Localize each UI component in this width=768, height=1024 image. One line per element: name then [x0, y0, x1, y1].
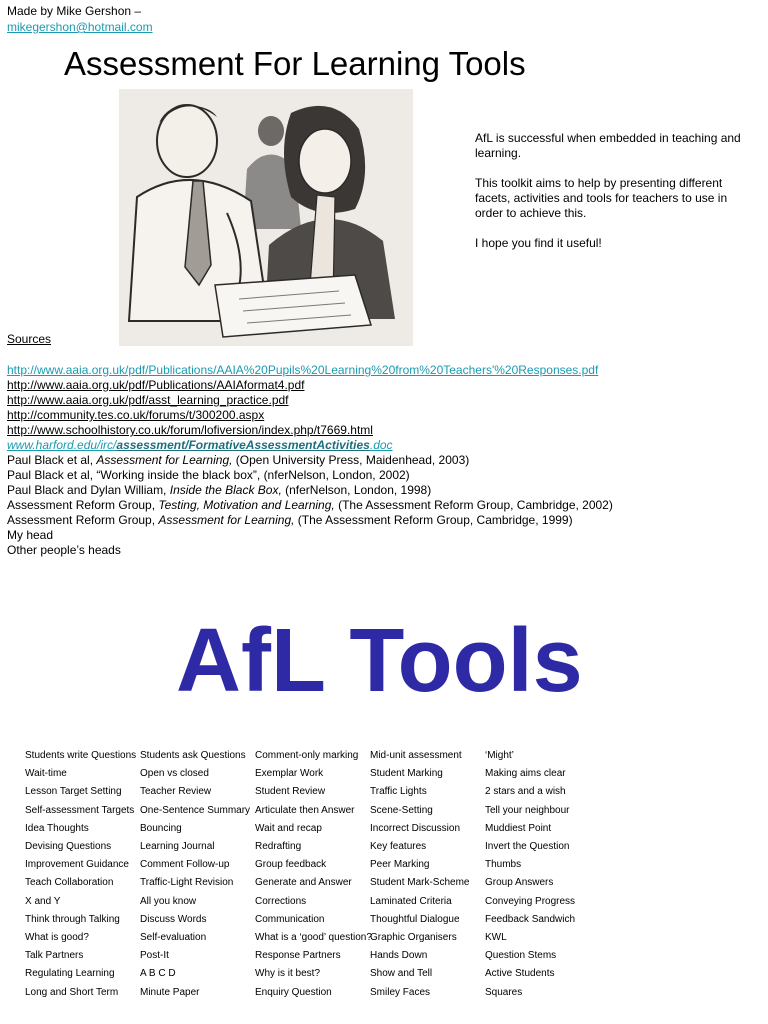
- reference-item: Other people’s heads: [7, 543, 121, 557]
- reference-item: My head: [7, 528, 54, 542]
- tool-item: Post-It: [140, 950, 169, 962]
- tool-item: Making aims clear: [485, 768, 566, 780]
- sources-list: [7, 363, 762, 558]
- tool-item: Talk Partners: [25, 950, 84, 962]
- tool-item: Student Mark-Scheme: [370, 877, 470, 889]
- tool-item: Lesson Target Setting: [25, 786, 122, 798]
- tool-item: Improvement Guidance: [25, 859, 129, 871]
- tool-item: Key features: [370, 841, 427, 852]
- teacher-student-illustration: [119, 89, 413, 346]
- tool-item: Show and Tell: [370, 968, 433, 980]
- tool-item: Hands Down: [370, 950, 428, 962]
- tool-item: One-Sentence Summary: [140, 804, 251, 816]
- tool-item: Thumbs: [485, 859, 522, 871]
- tool-item: Long and Short Term: [25, 986, 119, 998]
- illustration-drawing: [119, 89, 413, 346]
- tool-item: Corrections: [255, 895, 307, 907]
- tool-item: Student Marking: [370, 768, 443, 780]
- tool-item: ‘Might’: [485, 750, 514, 761]
- harford-link-ext[interactable]: .doc: [369, 438, 393, 452]
- tool-item: A B C D: [140, 968, 176, 980]
- tool-item: Muddiest Point: [485, 822, 552, 834]
- tool-item: Response Partners: [255, 950, 341, 962]
- page-title: Assessment For Learning Tools: [64, 45, 526, 82]
- tool-item: Exemplar Work: [255, 768, 324, 780]
- tool-item: Teacher Review: [140, 786, 212, 798]
- tool-item: Self-assessment Targets: [25, 804, 135, 816]
- tool-item: Generate and Answer: [255, 877, 352, 889]
- tool-item: Communication: [255, 913, 325, 925]
- source-link-aaia-responses[interactable]: http://www.aaia.org.uk/pdf/Publications/AAIA%20Pupils%20Learning%20from%20Teachers'%20Responses.pdf: [7, 363, 599, 377]
- reference-item: Paul Black et al, Assessment for Learning, (Open University Press, Maidenhead, 2003): [7, 453, 470, 467]
- tool-item: Question Stems: [485, 950, 557, 962]
- reference-item: Paul Black and Dylan William, Inside the Black Box, (nferNelson, London, 1998): [7, 483, 432, 497]
- source-link-aaia-practice[interactable]: http://www.aaia.org.uk/pdf/asst_learning_practice.pdf: [7, 393, 289, 407]
- tool-item: Feedback Sandwich: [485, 913, 576, 925]
- tool-item: Open vs closed: [140, 768, 209, 780]
- tool-item: Laminated Criteria: [370, 895, 452, 907]
- source-link-harford[interactable]: [7, 438, 762, 453]
- harford-link-path[interactable]: assessment/FormativeAssessmentActivities: [116, 438, 370, 452]
- tool-item: Learning Journal: [140, 841, 215, 852]
- reference-item: Assessment Reform Group, Assessment for Learning, (The Assessment Reform Group, Cambridge, 1999): [7, 513, 573, 527]
- intro-paragraph-2: This toolkit aims to help by presenting different facets, activities and tools for teachers to use in order to achieve this.: [475, 176, 728, 220]
- tool-item: Scene-Setting: [370, 804, 433, 816]
- tool-item: Articulate then Answer: [255, 804, 355, 816]
- tool-item: Thoughtful Dialogue: [370, 913, 460, 925]
- tool-item: Self-evaluation: [140, 932, 207, 943]
- tool-item: Redrafting: [255, 841, 302, 852]
- tool-item: Conveying Progress: [485, 895, 576, 907]
- tool-item: Teach Collaboration: [25, 877, 114, 889]
- tool-item: Traffic-Light Revision: [140, 877, 234, 889]
- tool-item: Minute Paper: [140, 986, 200, 998]
- tool-item: Discuss Words: [140, 913, 207, 925]
- tool-item: Bouncing: [140, 822, 182, 834]
- author-email-link[interactable]: mikegershon@hotmail.com: [7, 20, 153, 34]
- tool-item: Wait and recap: [255, 822, 322, 834]
- reference-item: Assessment Reform Group, Testing, Motivation and Learning, (The Assessment Reform Group, Cambridge, 2002): [7, 498, 613, 512]
- harford-link-host[interactable]: www.harford.edu/irc/: [7, 438, 117, 452]
- tool-item: Squares: [485, 986, 523, 998]
- source-link-aaia-format4[interactable]: http://www.aaia.org.uk/pdf/Publications/AAIAformat4.pdf: [7, 378, 305, 392]
- afl-tools-heading: AfL Tools: [176, 611, 583, 711]
- tool-item: Mid-unit assessment: [370, 750, 462, 761]
- tool-item: Comment Follow-up: [140, 859, 230, 871]
- tool-item: 2 stars and a wish: [485, 786, 566, 798]
- tool-item: Comment-only marking: [255, 750, 359, 761]
- tool-item: Regulating Learning: [25, 968, 115, 980]
- source-link-tes-forum[interactable]: http://community.tes.co.uk/forums/t/300200.aspx: [7, 408, 265, 422]
- intro-paragraph-3: I hope you find it useful!: [475, 236, 602, 250]
- tool-item: Students write Questions: [25, 750, 137, 761]
- reference-item: Paul Black et al, “Working inside the black box”, (nferNelson, London, 2002): [7, 468, 410, 482]
- tool-item: Group feedback: [255, 859, 327, 871]
- tool-item: Tell your neighbour: [485, 804, 570, 816]
- intro-paragraph-1: AfL is successful when embedded in teaching and learning.: [475, 131, 741, 160]
- tool-item: Wait-time: [25, 768, 67, 780]
- author-credit: Made by Mike Gershon –: [7, 4, 142, 18]
- tool-item: Idea Thoughts: [25, 822, 89, 834]
- sources-heading: Sources: [7, 332, 52, 346]
- tool-item: Students ask Questions: [140, 750, 246, 761]
- tool-item: Enquiry Question: [255, 986, 332, 998]
- tool-item: All you know: [140, 895, 197, 907]
- source-link-schoolhistory[interactable]: http://www.schoolhistory.co.uk/forum/lofiversion/index.php/t7669.html: [7, 423, 373, 437]
- tool-item: Group Answers: [485, 877, 554, 889]
- tool-item: Why is it best?: [255, 968, 321, 980]
- tool-item: Traffic Lights: [370, 786, 427, 798]
- tool-item: Incorrect Discussion: [370, 822, 461, 834]
- tool-item: KWL: [485, 932, 507, 943]
- tool-item: Active Students: [485, 968, 555, 980]
- tool-item: What is good?: [25, 932, 89, 943]
- tool-item: X and Y: [25, 895, 61, 907]
- tool-item: Think through Talking: [25, 913, 120, 925]
- tool-item: Invert the Question: [485, 841, 570, 852]
- intro-text: [475, 131, 745, 266]
- tool-item: Peer Marking: [370, 859, 430, 871]
- tool-item: What is a ‘good’ question?: [255, 932, 372, 943]
- tool-item: Smiley Faces: [370, 986, 431, 998]
- tool-item: Student Review: [255, 786, 326, 798]
- tool-item: Graphic Organisers: [370, 932, 457, 943]
- tool-item: Devising Questions: [25, 841, 112, 852]
